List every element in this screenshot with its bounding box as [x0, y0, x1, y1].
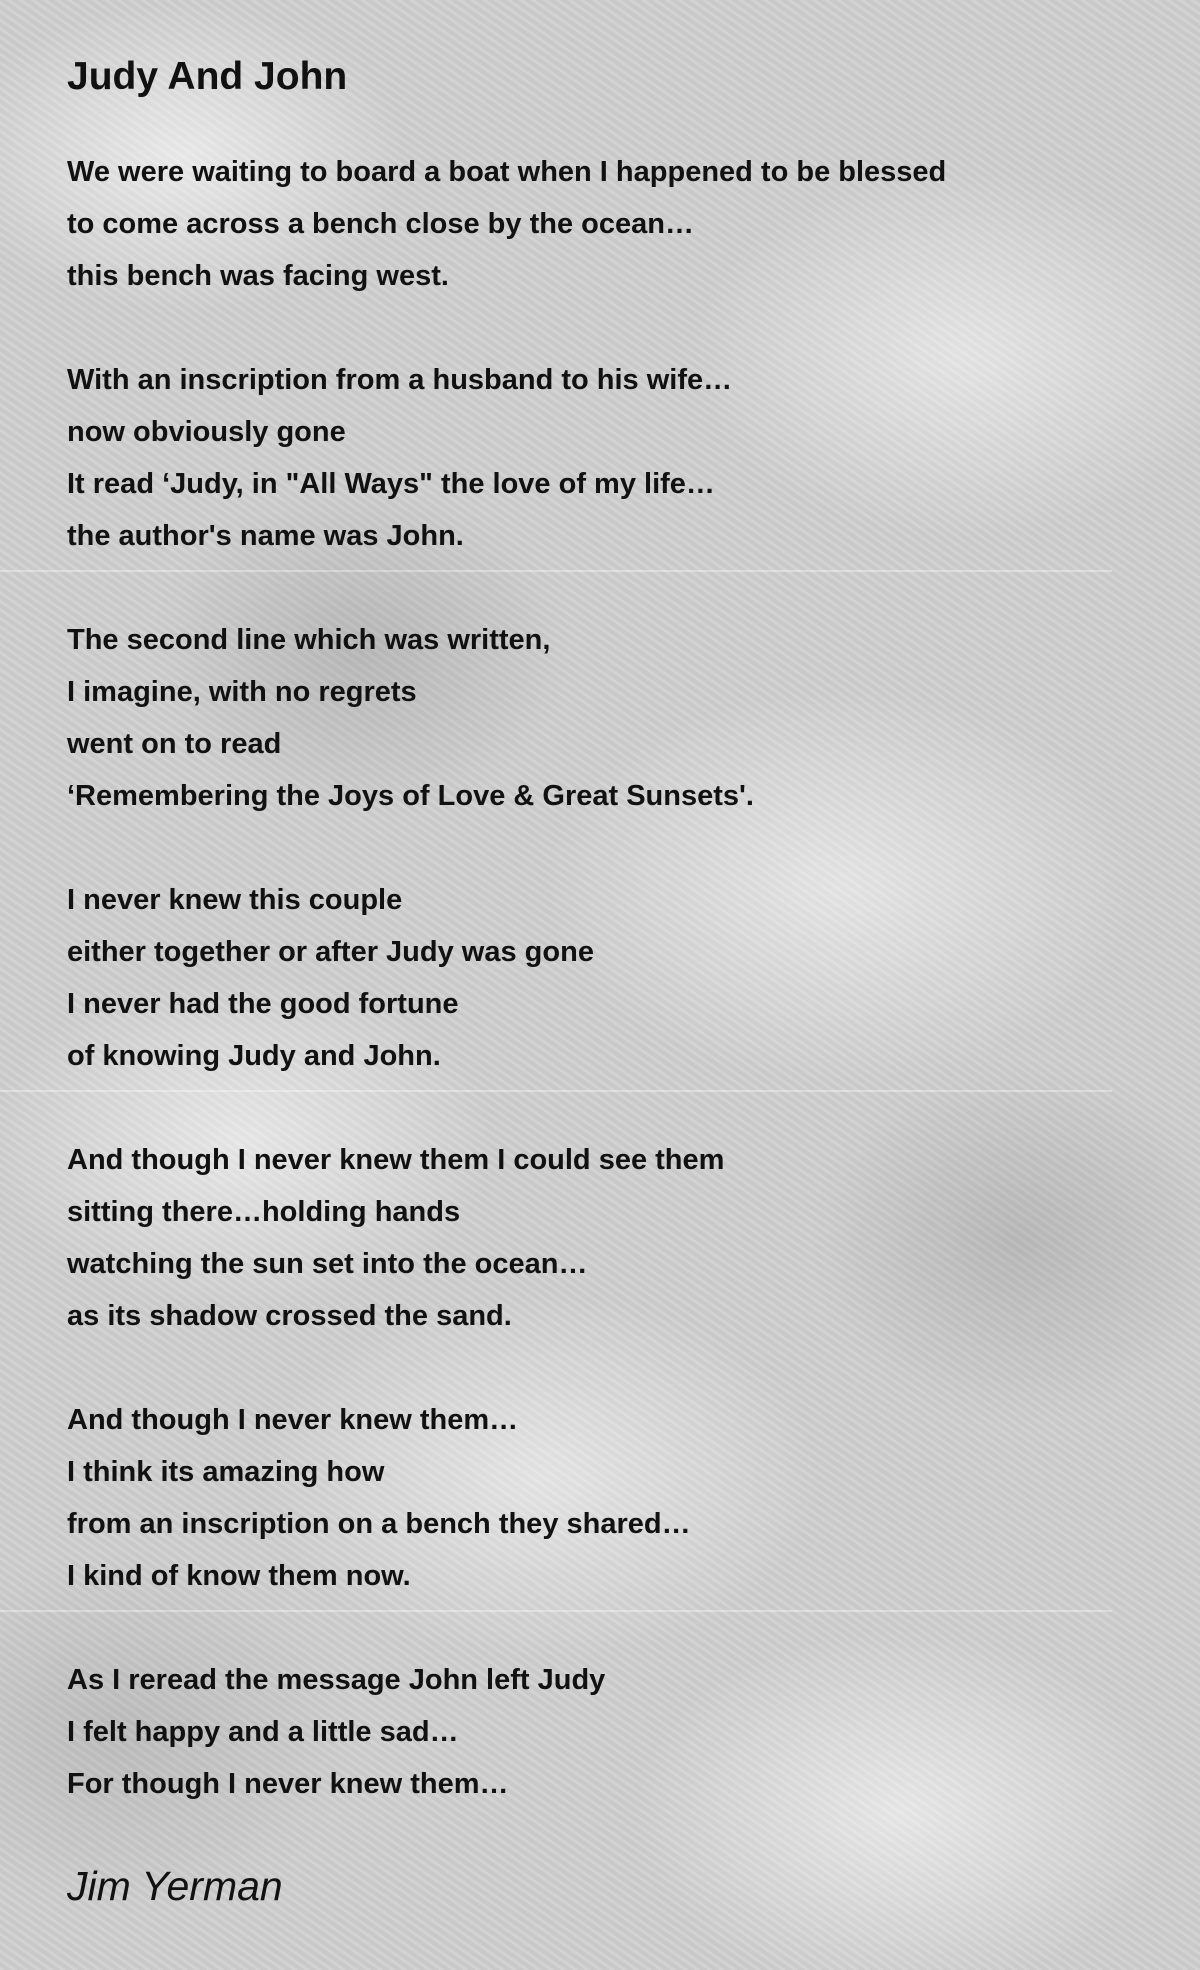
- poem-line: I imagine, with no regrets: [67, 676, 417, 708]
- poem-line: the author's name was John.: [67, 520, 464, 552]
- poem-line: of knowing Judy and John.: [67, 1040, 441, 1072]
- poem-line: I never had the good fortune: [67, 988, 459, 1020]
- poem-line: And though I never knew them I could see them: [67, 1144, 725, 1176]
- poem-line: With an inscription from a husband to his wife…: [67, 364, 733, 396]
- poem-line: As I reread the message John left Judy: [67, 1664, 606, 1696]
- stanza-5: [67, 1134, 1127, 1342]
- poem-line: as its shadow crossed the sand.: [67, 1300, 512, 1332]
- poem-line: For though I never knew them…: [67, 1768, 509, 1800]
- stanza-7: [67, 1654, 1127, 1810]
- poem-line: went on to read: [67, 728, 282, 760]
- stanza-3: [67, 614, 1127, 822]
- poem-line: this bench was facing west.: [67, 260, 449, 292]
- poem-author: Jim Yerman: [67, 1863, 283, 1909]
- poem-line: It read ‘Judy, in "All Ways" the love of my life…: [67, 468, 715, 500]
- stanza-6: [67, 1394, 1127, 1602]
- poem-line: I kind of know them now.: [67, 1560, 411, 1592]
- poem-container: [67, 50, 1127, 1914]
- poem-line: The second line which was written,: [67, 624, 551, 656]
- poem-line: We were waiting to board a boat when I happened to be blessed: [67, 156, 947, 188]
- poem-line: sitting there…holding hands: [67, 1196, 461, 1228]
- poem-line: now obviously gone: [67, 416, 346, 448]
- stanza-4: [67, 874, 1127, 1082]
- poem-line: I felt happy and a little sad…: [67, 1716, 459, 1748]
- poem-line: I never knew this couple: [67, 884, 403, 916]
- poem-line: either together or after Judy was gone: [67, 936, 594, 968]
- poem-line: to come across a bench close by the ocean…: [67, 208, 694, 240]
- poem-line: And though I never knew them…: [67, 1404, 519, 1436]
- poem-line: watching the sun set into the ocean…: [67, 1248, 588, 1280]
- poem-line: from an inscription on a bench they shared…: [67, 1508, 691, 1540]
- poem-title: Judy And John: [67, 55, 348, 98]
- stanza-2: [67, 354, 1127, 562]
- poem-line: I think its amazing how: [67, 1456, 385, 1488]
- stanza-1: [67, 146, 1127, 302]
- poem-line: ‘Remembering the Joys of Love & Great Sunsets'.: [67, 780, 754, 812]
